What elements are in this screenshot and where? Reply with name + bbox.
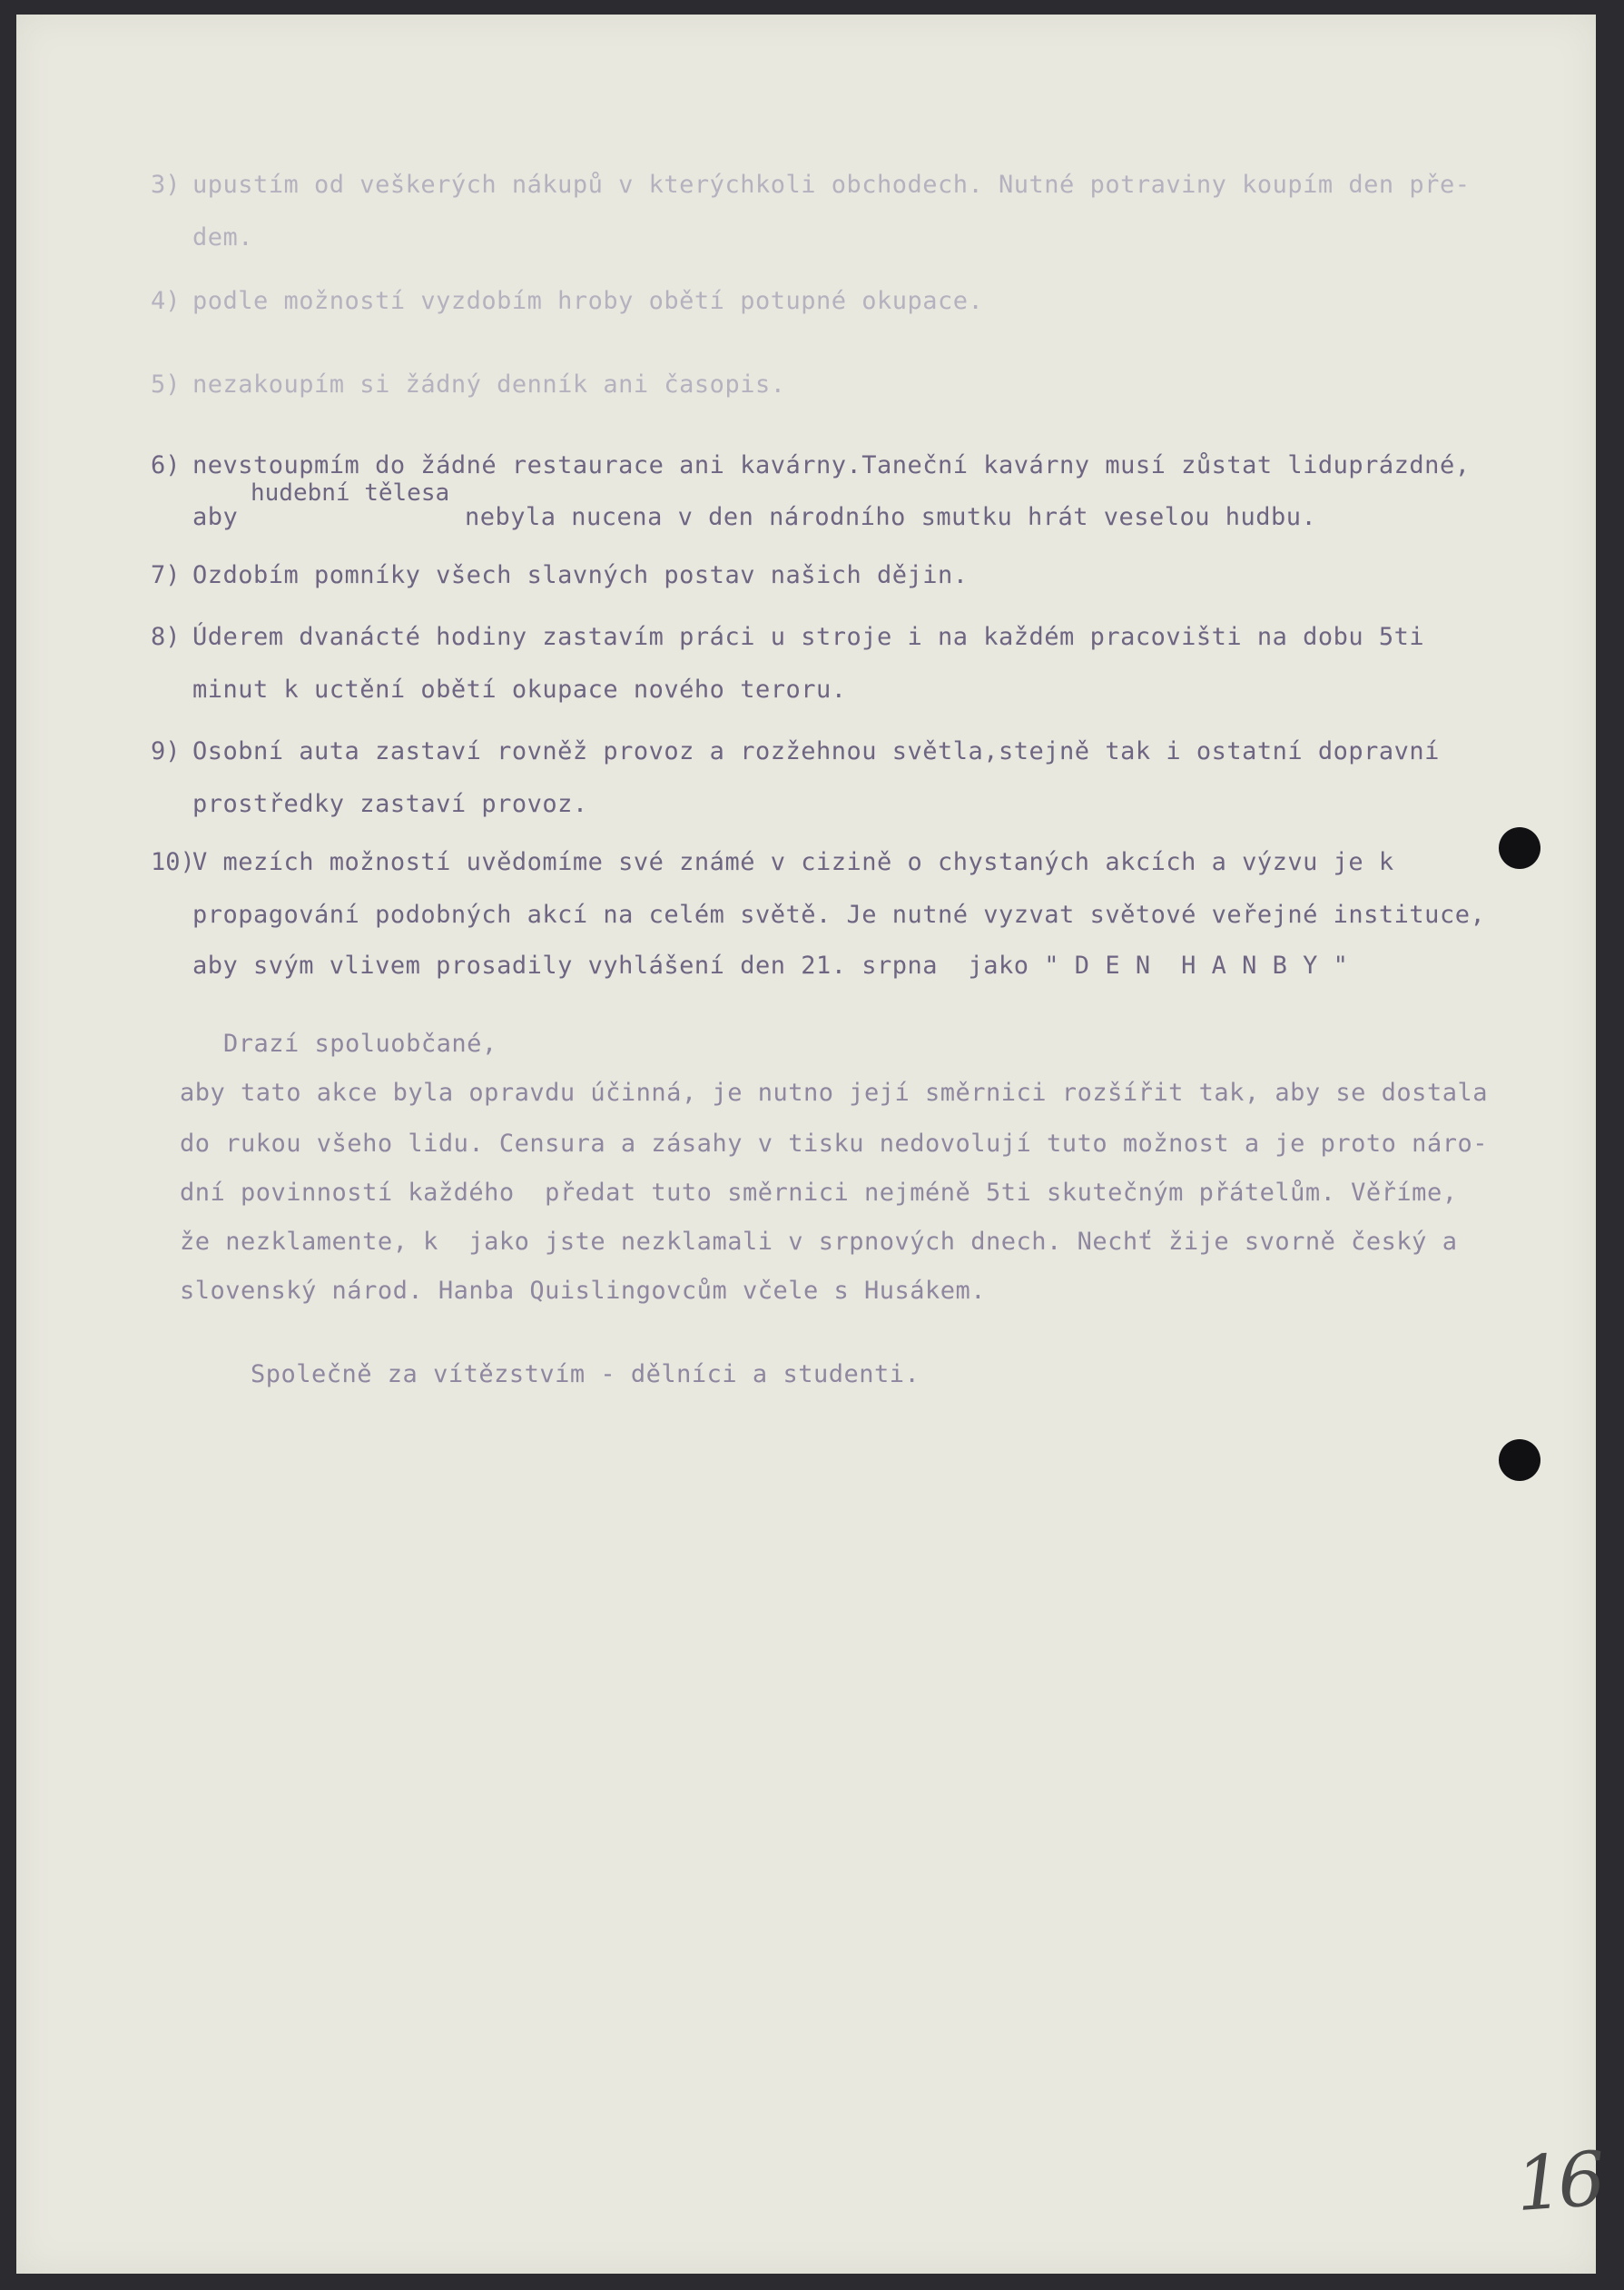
item-number: 10) (151, 848, 195, 876)
item-number: 5) (151, 370, 181, 399)
item-text: Úderem dvanácté hodiny zastavím práci u stroje i na každém pracovišti na dobu 5ti (192, 623, 1425, 651)
closing-signature: Společně za vítězstvím - dělníci a studenti. (251, 1360, 920, 1388)
handwritten-page-number: 16 (1512, 2136, 1603, 2229)
item-number: 6) (151, 451, 181, 479)
paragraph-line: slovenský národ. Hanba Quislingovcům včele s Husákem. (180, 1277, 987, 1305)
item-text: aby svým vlivem prosadily vyhlášení den 21. srpna jako " D E N H A N B Y " (192, 952, 1349, 980)
punch-hole (1499, 827, 1540, 869)
item-text: minut k uctění obětí okupace nového teroru. (192, 676, 847, 704)
item-text: nebyla nucena v den národního smutku hrát veselou hudbu. (465, 503, 1317, 531)
punch-hole (1499, 1439, 1540, 1481)
document-page (16, 15, 1603, 2274)
item-text: propagování podobných akcí na celém světě. Je nutné vyzvat světové veřejné instituce, (192, 901, 1486, 929)
item-text: nevstoupmím do žádné restaurace ani kavárny.Taneční kavárny musí zůstat liduprázdné, (192, 451, 1471, 479)
item-number: 8) (151, 623, 181, 651)
paragraph-line: do rukou všeho lidu. Censura a zásahy v tisku nedovolují tuto možnost a je proto náro- (180, 1130, 1488, 1158)
item-text: podle možností vyzdobím hroby obětí potupné okupace. (192, 287, 984, 315)
item-number: 7) (151, 561, 181, 589)
inserted-superscript: hudební tělesa (251, 479, 450, 507)
item-text-prefix: aby (192, 503, 239, 531)
item-text: nezakoupím si žádný denník ani časopis. (192, 370, 786, 399)
item-text: V mezích možností uvědomíme své známé v cizině o chystaných akcích a výzvu je k (192, 848, 1394, 876)
item-text: prostředky zastaví provoz. (192, 790, 588, 818)
item-number: 4) (151, 287, 181, 315)
item-number: 3) (151, 171, 181, 199)
paragraph-line: aby tato akce byla opravdu účinná, je nutno její směrnici rozšířit tak, aby se dostala (180, 1079, 1488, 1107)
greeting: Drazí spoluobčané, (223, 1030, 497, 1058)
item-number: 9) (151, 737, 181, 765)
item-text: Osobní auta zastaví rovněž provoz a rozžehnou světla,stejně tak i ostatní dopravní (192, 737, 1440, 765)
item-text: Ozdobím pomníky všech slavných postav našich dějin. (192, 561, 969, 589)
item-text: dem. (192, 223, 254, 252)
item-text: upustím od veškerých nákupů v kterýchkoli obchodech. Nutné potraviny koupím den pře- (192, 171, 1471, 199)
paragraph-line: dní povinností každého předat tuto směrnici nejméně 5ti skutečným přátelům. Věříme, (180, 1179, 1458, 1207)
paragraph-line: že nezklamente, k jako jste nezklamali v srpnových dnech. Nechť žije svorně český a (180, 1228, 1458, 1256)
